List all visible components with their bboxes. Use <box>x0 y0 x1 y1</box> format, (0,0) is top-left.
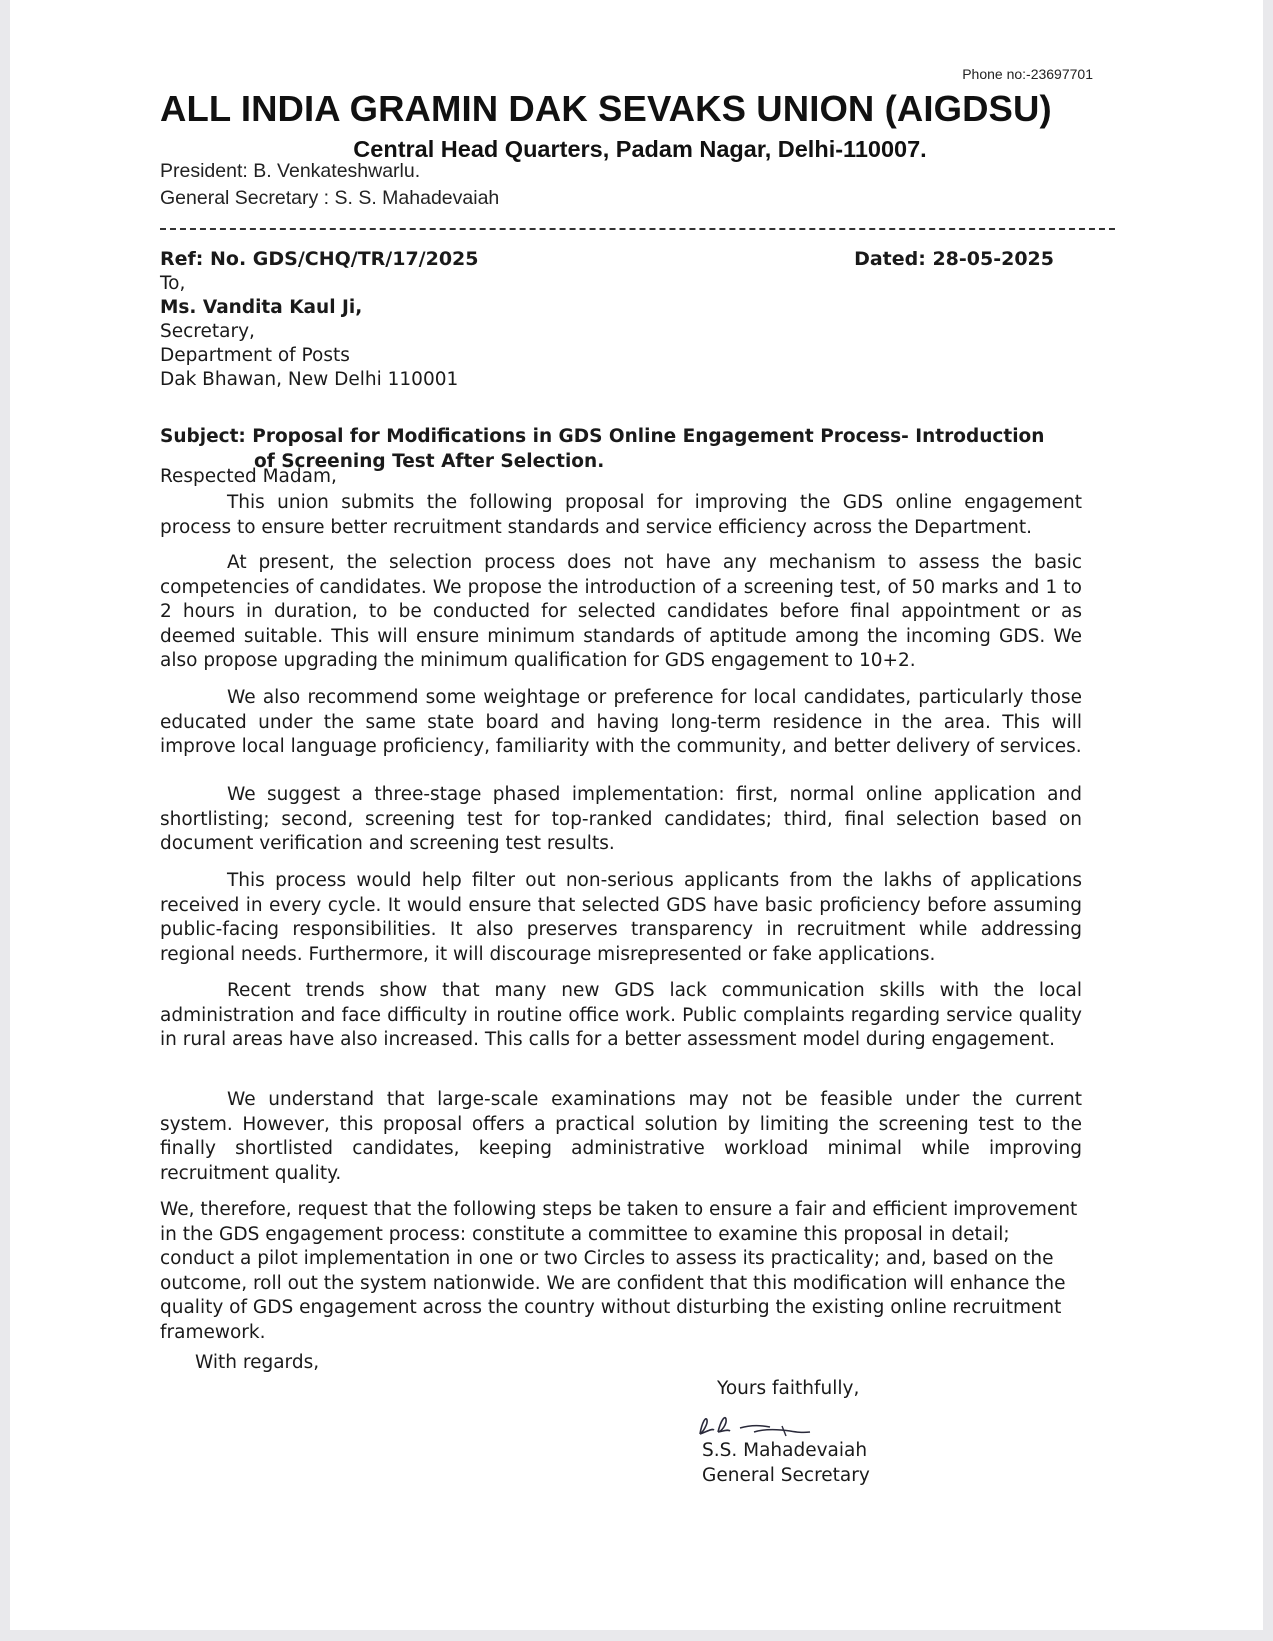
body-paragraph-8: We, therefore, request that the following steps be taken to ensure a fair and efficient improvement in the GDS engagement process: constitute a committee to examine this proposal in detail; conduct a pilot implementation in one or two Circles to assess its practicality; and, based on the outcome, roll out the system nationwide. We are confident that this modification will enhance the quality of GDS engagement across the country without disturbing the existing online recruitment framework. <box>160 1199 1078 1343</box>
salutation: Respected Madam, <box>160 466 337 487</box>
reference-number: Ref: No. GDS/CHQ/TR/17/2025 <box>160 248 479 270</box>
closing-regards: With regards, <box>195 1352 320 1373</box>
header-divider <box>160 228 1115 230</box>
body-paragraph-6: Recent trends show that many new GDS lack communication skills with the local administration and face difficulty in routine office work. Public complaints regarding service quality in rural areas have also increased. This calls for a better assessment model during engagement. <box>160 980 1082 1051</box>
subject-line-1: Subject: Proposal for Modifications in GDS Online Engagement Process- Introduction <box>160 426 1045 447</box>
subject-line-2: of Screening Test After Selection. <box>254 451 605 472</box>
body-paragraph-4: We suggest a three-stage phased implementation: first, normal online application and shortlisting; second, screening test for top-ranked candidates; third, final selection based on document verification and screening test results. <box>160 784 1082 855</box>
phone-number: Phone no:-23697701 <box>962 66 1093 82</box>
body-paragraph-5: This process would help filter out non-serious applicants from the lakhs of applications received in every cycle. It would ensure that selected GDS have basic proficiency before assuming public-facing responsibilities. It also preserves transparency in recruitment while addressing regional needs. Furthermore, it will discourage misrepresented or fake applications. <box>160 870 1082 965</box>
body-paragraph-1: This union submits the following proposal for improving the GDS online engagement process to ensure better recruitment standards and service efficiency across the Department. <box>160 492 1082 538</box>
recipient-department: Department of Posts <box>160 345 350 366</box>
hq-address: Central Head Quarters, Padam Nagar, Delhi-110007. <box>353 136 927 162</box>
recipient-designation: Secretary, <box>160 321 255 342</box>
body-paragraph-7: We understand that large-scale examinations may not be feasible under the current system. However, this proposal offers a practical solution by limiting the screening test to the finally shortlisted candidates, keeping administrative workload minimal while improving recruitment quality. <box>160 1089 1082 1184</box>
letter-date: Dated: 28-05-2025 <box>854 248 1054 270</box>
to-label: To, <box>160 273 186 294</box>
body-paragraph-3: We also recommend some weightage or preference for local candidates, particularly those educated under the same state board and having long-term residence in the area. This will improve local language proficiency, familiarity with the community, and better delivery of services. <box>160 687 1082 758</box>
letter-page <box>10 0 1263 1630</box>
recipient-address: Dak Bhawan, New Delhi 110001 <box>160 369 459 390</box>
org-title: ALL INDIA GRAMIN DAK SEVAKS UNION (AIGDSU) <box>160 88 1052 129</box>
general-secretary-line: General Secretary : S. S. Mahadevaiah <box>160 187 500 209</box>
president-line: President: B. Venkateshwarlu. <box>160 160 421 182</box>
signatory-name: S.S. Mahadevaiah <box>702 1440 868 1461</box>
signatory-title: General Secretary <box>702 1465 870 1486</box>
recipient-name: Ms. Vandita Kaul Ji, <box>160 297 363 318</box>
yours-faithfully: Yours faithfully, <box>717 1378 860 1399</box>
body-paragraph-2: At present, the selection process does not have any mechanism to assess the basic competencies of candidates. We propose the introduction of a screening test, of 50 marks and 1 to 2 hours in duration, to be conducted for selected candidates before final appointment or as deemed suitable. This will ensure minimum standards of aptitude among the incoming GDS. We also propose upgrading the minimum qualification for GDS engagement to 10+2. <box>160 552 1082 672</box>
handwritten-signature <box>694 1412 824 1442</box>
